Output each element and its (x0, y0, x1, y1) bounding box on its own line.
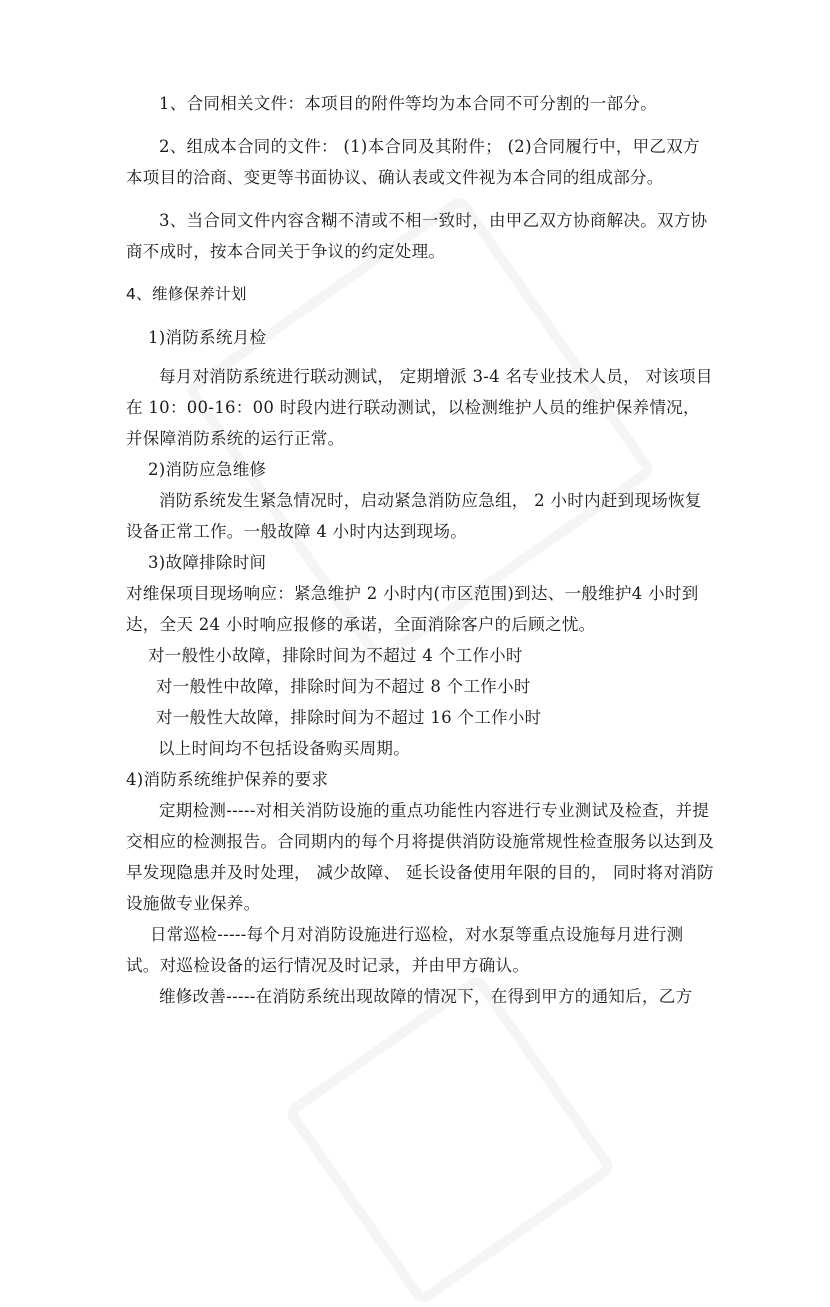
paragraph-contract-composition: 2、组成本合同的文件： (1)本合同及其附件； (2)合同履行中，甲乙双方本项目的洽商、变更等书面协议、确认表或文件视为本合同的组成部分。 (126, 137, 700, 187)
paragraph-repair-improvement: 维修改善-----在消防系统出现故障的情况下，在得到甲方的通知后，乙方 (159, 987, 693, 1006)
paragraph-monthly-check: 每月对消防系统进行联动测试， 定期增派 3-4 名专业技术人员， 对该项目在 10：00-16：00 时段内进行联动测试，以检测维护人员的维护保养情况，并保障消防系统的运行正常。 (126, 367, 713, 448)
watermark (283, 973, 617, 1307)
paragraph-related-docs: 1、合同相关文件：本项目的附件等均为本合同不可分割的一部分。 (159, 94, 657, 113)
list-item-medium-fault: 对一般性中故障，排除时间为不超过 8 个工作小时 (156, 677, 531, 696)
subheading-maintenance-requirements: 4)消防系统维护保养的要求 (126, 770, 329, 789)
list-item-minor-fault: 对一般性小故障，排除时间为不超过 4 个工作小时 (148, 646, 523, 665)
paragraph-daily-patrol: 日常巡检-----每个月对消防设施进行巡检，对水泵等重点设施每月进行测试。对巡检设备的运行情况及时记录，并由甲方确认。 (126, 925, 684, 975)
subheading-fault-time: 3)故障排除时间 (148, 553, 267, 572)
note-time-exclusion: 以上时间均不包括设备购买周期。 (158, 739, 410, 758)
paragraph-periodic-inspection: 定期检测-----对相关消防设施的重点功能性内容进行专业测试及检查，并提交相应的检测报告。合同期内的每个月将提供消防设施常规性检查服务以达到及早发现隐患并及时处理， 减少故障、 延长设备使用年限的目的， 同时将对消防设施做专业保养。 (126, 801, 714, 913)
subheading-monthly-check: 1)消防系统月检 (148, 328, 267, 347)
list-item-major-fault: 对一般性大故障，排除时间为不超过 16 个工作小时 (156, 708, 542, 727)
paragraph-ambiguity: 3、当合同文件内容含糊不清或不相一致时，由甲乙双方协商解决。双方协商不成时，按本合同关于争议的约定处理。 (126, 211, 708, 261)
paragraph-emergency-repair: 消防系统发生紧急情况时，启动紧急消防应急组， 2 小时内赶到现场恢复设备正常工作。一般故障 4 小时内达到现场。 (126, 491, 702, 541)
section-heading-maintenance-plan: 4、维修保养计划 (126, 285, 247, 303)
paragraph-fault-response: 对维保项目现场响应：紧急维护 2 小时内(市区范围)到达、一般维护4 小时到达，全天 24 小时响应报修的承诺，全面消除客户的后顾之忧。 (126, 584, 699, 634)
document-body (126, 88, 716, 1012)
subheading-emergency-repair: 2)消防应急维修 (148, 460, 267, 479)
